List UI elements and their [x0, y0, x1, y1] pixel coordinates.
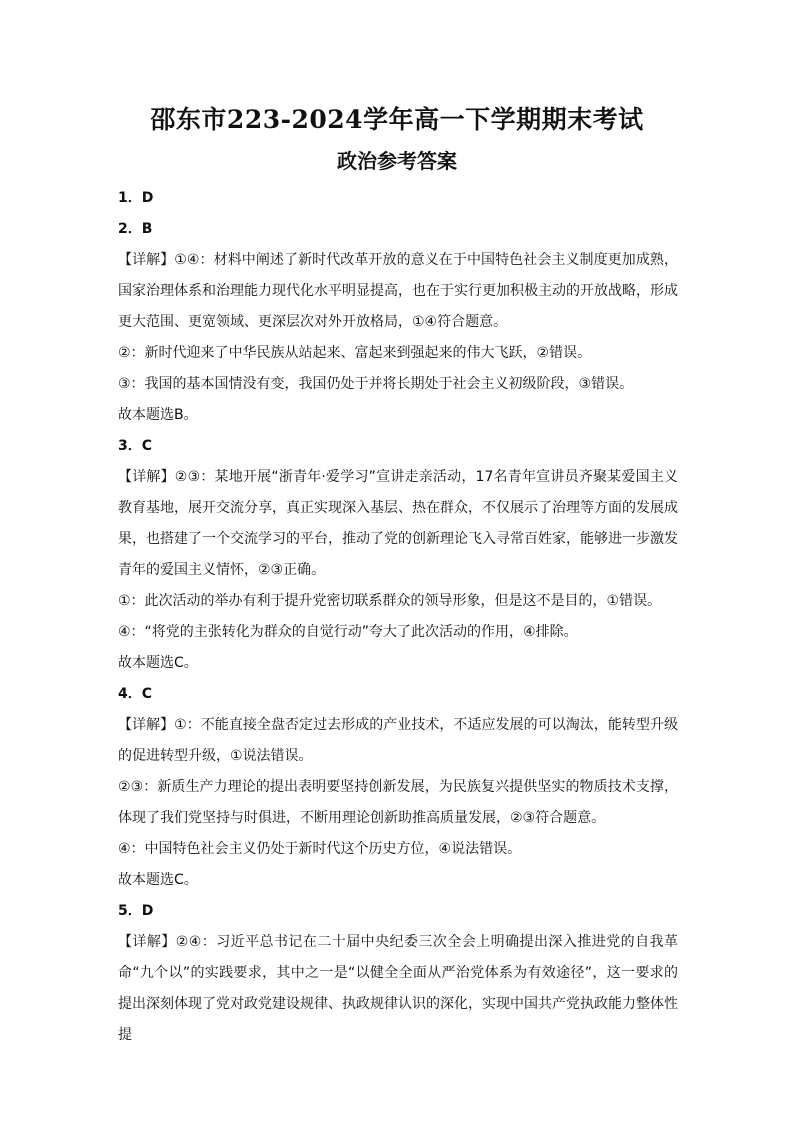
conclusion-line: 故本题选C。	[118, 872, 198, 888]
answer-5: 5．D	[118, 903, 154, 919]
explanation-paragraph: ②③：新质生产力理论的提出表明要坚持创新发展，为民族复兴提供坚实的物质技术支撑，体现了我们党坚持与时俱进，不断用理论创新助推高质量发展，②③符合题意。	[118, 779, 678, 826]
conclusion-line: 故本题选B。	[118, 407, 198, 423]
explanation-paragraph: 【详解】①④：材料中阐述了新时代改革开放的意义在于中国特色社会主义制度更加成熟，国家治理体系和治理能力现代化水平明显提高，也在于实行更加积极主动的开放战略，形成更大范围、更宽领域、更深层次对外开放格局，①④符合题意。	[118, 252, 678, 330]
answer-1: 1．D	[118, 190, 154, 206]
document-subtitle: 政治参考答案	[337, 149, 457, 173]
explanation-line: ②：新时代迎来了中华民族从站起来、富起来到强起来的伟大飞跃，②错误。	[118, 345, 592, 361]
answer-4: 4．C	[118, 686, 153, 702]
answer-2: 2．B	[118, 221, 153, 237]
answer-3: 3．C	[118, 438, 153, 454]
answer-body	[118, 183, 678, 1051]
explanation-paragraph: 【详解】②④：习近平总书记在二十届中央纪委三次全会上明确提出深入推进党的自我革命“九个以”的实践要求，其中之一是“以健全全面从严治党体系为有效途径”，这一要求的提出深刻体现了党对政党建设规律、执政规律认识的深化，实现中国共产党执政能力整体性提	[118, 934, 678, 1043]
explanation-paragraph: 【详解】①：不能直接全盘否定过去形成的产业技术，不适应发展的可以淘汰，能转型升级的促进转型升级，①说法错误。	[118, 717, 678, 764]
document-title: 邵东市223-2024学年高一下学期期末考试	[150, 105, 644, 134]
explanation-paragraph: 【详解】②③：某地开展“浙青年·爱学习”宣讲走亲活动，17名青年宣讲员齐聚某爱国主义教育基地，展开交流分享，真正实现深入基层、热在群众，不仅展示了治理等方面的发展成果，也搭建了一个交流学习的平台，推动了党的创新理论飞入寻常百姓家，能够进一步激发青年的爱国主义情怀，②③正确。	[118, 469, 678, 578]
explanation-line: ①：此次活动的举办有利于提升党密切联系群众的领导形象，但是这不是目的，①错误。	[118, 593, 662, 609]
explanation-line: ③：我国的基本国情没有变，我国仍处于并将长期处于社会主义初级阶段，③错误。	[118, 376, 634, 392]
explanation-line: ④：“将党的主张转化为群众的自觉行动”夸大了此次活动的作用，④排除。	[118, 624, 578, 640]
conclusion-line: 故本题选C。	[118, 655, 198, 671]
explanation-line: ④：中国特色社会主义仍处于新时代这个历史方位，④说法错误。	[118, 841, 522, 857]
